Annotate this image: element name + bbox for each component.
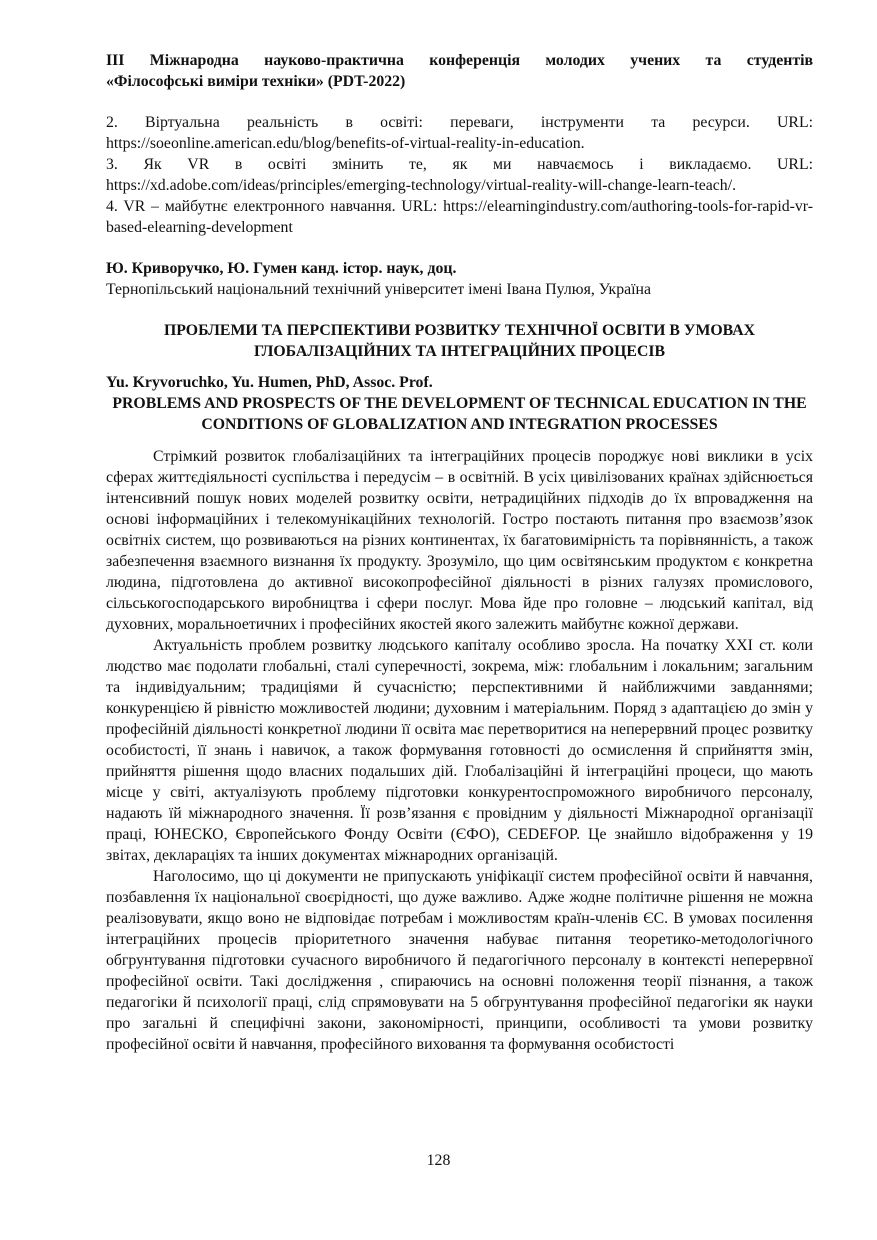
author-en: Yu. Kryvoruchko, Yu. Humen, PhD, Assoc. Prof. <box>106 374 433 391</box>
reference-item: 3. Як VR в освіті змінить те, як ми навчаємось і викладаємо. URL: https://xd.adobe.com/ideas/principles/emerging-technology/virtual-reality-will-change-learn-teach/. <box>106 156 813 194</box>
page-number: 128 <box>426 1152 451 1169</box>
conference-title-line2: «Філософські виміри техніки» (PDT-2022) <box>106 73 406 90</box>
conference-header <box>106 50 813 92</box>
author-ua: Ю. Криворучко, Ю. Гумен канд. істор. наук, доц. <box>106 260 457 277</box>
document-page <box>106 50 813 1055</box>
reference-item: 4. VR – майбутнє електронного навчання. URL: https://elearningindustry.com/authoring-tools-for-rapid-vr-based-elearning-development <box>106 198 813 236</box>
reference-list <box>106 112 813 238</box>
title-en: PROBLEMS AND PROSPECTS OF THE DEVELOPMENT OF TECHNICAL EDUCATION IN THE CONDITIONS OF GLOBALIZATION AND INTEGRATION PROCESSES <box>112 395 807 433</box>
body-paragraph: Стрімкий розвиток глобалізаційних та інтеграційних процесів породжує нові виклики в усіх сферах життєдіяльності суспільства і передусім – в освітній. В усіх цивілізованих країнах здійснюється інтенсивний пошук нових моделей розвитку освіти, нетрадиційних підходів до їх впровадження на основі інформаційних і телекомунікаційних технологій. Гостро постають питання про взаємозв’язок освітніх систем, що розвиваються на різних континентах, їх багатовимірність та порівнянність, а також забезпечення взаємного визнання їх продукту. Зрозуміло, що цим освітянським продуктом є конкретна людина, підготовлена до активної високопрофесійної діяльності в різних галузях промислового, сільськогосподарського виробництва і сфери послуг. Мова йде про головне – людський капітал, від духовних, моральноетичних і професійних якостей якого залежить майбутнє кожної держави. <box>106 448 813 633</box>
reference-item: 2. Віртуальна реальність в освіті: переваги, інструменти та ресурси. URL: https://soeonline.american.edu/blog/benefits-of-virtual-reality-in-education. <box>106 114 813 152</box>
conference-title-line1: ІІІ Міжнародна науково-практична конференція молодих учених та студентів <box>106 52 813 69</box>
body-paragraph: Наголосимо, що ці документи не припускають уніфікації систем професійної освіти й навчання, позбавлення їх національної своєрідності, що дуже важливо. Адже жодне політичне рішення не можна реалізовувати, якщо воно не відповідає потребам і можливостям країн-членів ЄС. В умовах посилення інтеграційних процесів пріоритетного значення набуває питання теоретико-методологічного обгрунтування підготовки сучасного виробничого й педагогічного персоналу в контексті неперервної професійної освіти. Такі дослідження , спираючись на основні положення теорії пізнання, а також педагогіки й психології праці, слід спрямовувати на 5 обгрунтування професійної педагогіки як науки про загальні й специфічні закони, закономірності, принципи, особливості та умови розвитку професійної освіти й навчання, професійного виховання та формування особистості <box>106 868 813 1053</box>
body-paragraph: Актуальність проблем розвитку людського капіталу особливо зросла. На початку ХХІ ст. коли людство має подолати глобальні, сталі суперечності, зокрема, між: глобальним і локальним; загальним та індивідуальним; традиціями й сучасністю; перспективними й найближчими завданнями; конкуренцією й рівністю можливостей людини; духовним і матеріальним. Поряд з адаптацією до змін у професійній діяльності конкретної людини її освіта має перетворитися на неперервний процес розвитку особистості, її знань і навичок, а також формування готовності до осмислення й сприйняття змін, прийняття рішення щодо власних подальших дій. Глобалізаційні й інтеграційні процеси, що мають місце у світі, актуалізують проблему підготовки конкурентоспроможного виробничого персоналу, надають їй міжнародного значення. Її розв’язання є провідним у діяльності Міжнародної організації праці, ЮНЕСКО, Європейського Фонду Освіти (ЄФО), CEDEFOP. Це знайшло відображення у 19 звітах, деклараціях та інших документах міжнародних організацій. <box>106 637 813 864</box>
affiliation: Тернопільський національний технічний університет імені Івана Пулюя, Україна <box>106 281 651 298</box>
article-body <box>106 446 813 1055</box>
title-ua: ПРОБЛЕМИ ТА ПЕРСПЕКТИВИ РОЗВИТКУ ТЕХНІЧНОЇ ОСВІТИ В УМОВАХ ГЛОБАЛІЗАЦІЙНИХ ТА ІНТЕГРАЦІЙНИХ ПРОЦЕСІВ <box>163 322 756 360</box>
